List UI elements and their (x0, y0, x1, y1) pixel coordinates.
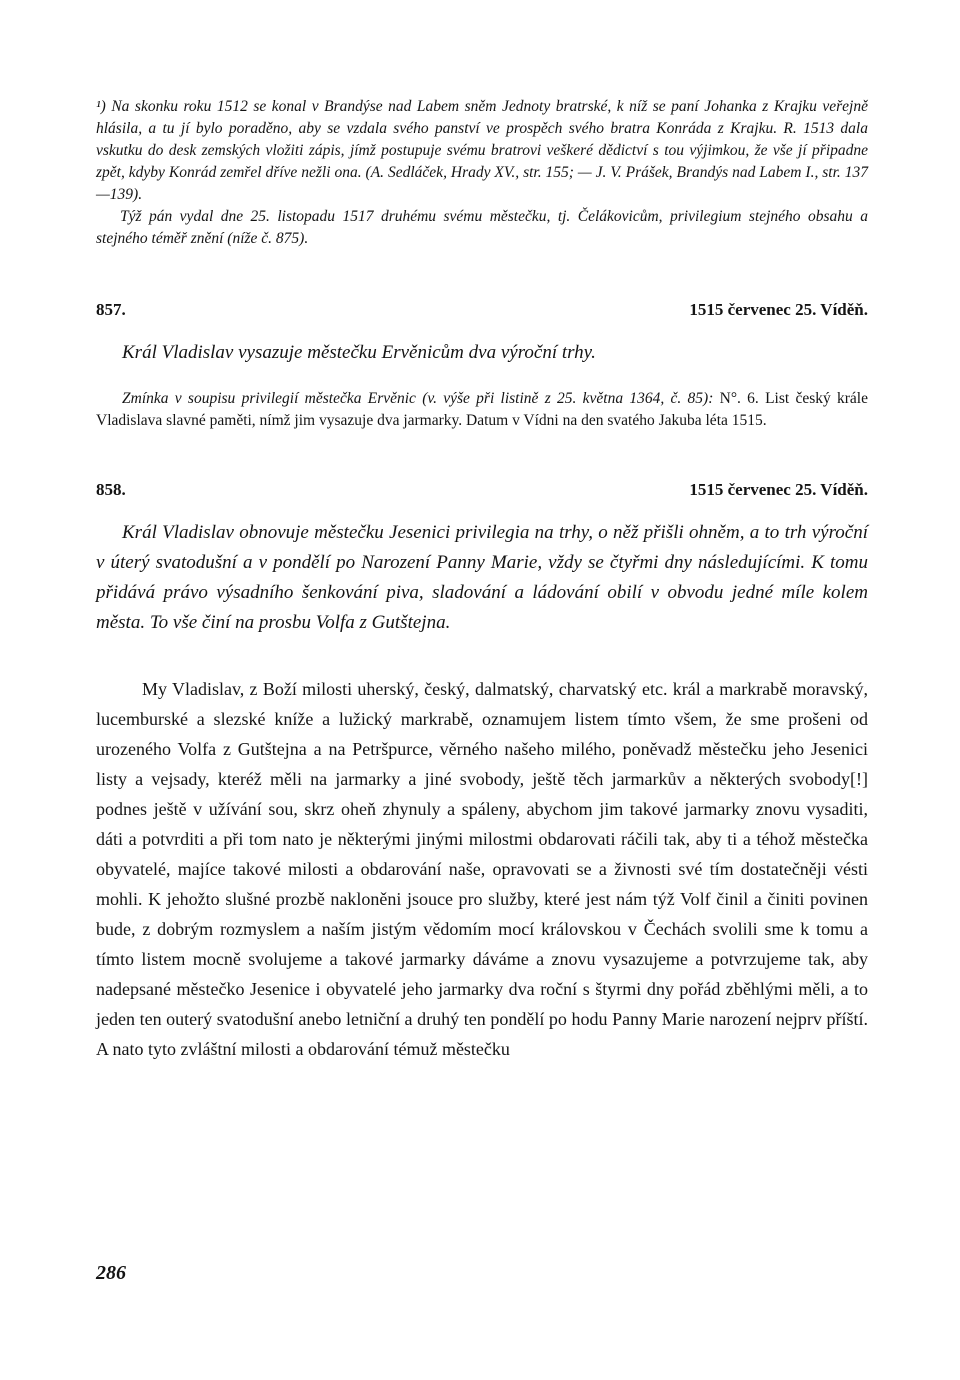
entry-date-place: 1515 červenec 25. Víděň. (689, 300, 868, 319)
footnote-paragraph: Týž pán vydal dne 25. listopadu 1517 druhému svému městečku, tj. Čelákovicům, privilegium stejného obsahu a stejného téměř znění (níže č. 875). (96, 208, 868, 247)
entry-date-place: 1515 červenec 25. Víděň. (689, 480, 868, 499)
page-content (96, 96, 868, 1064)
page-number: 286 (96, 1262, 126, 1284)
entry-number: 857. (96, 300, 126, 319)
entry-857-heading (96, 300, 868, 320)
footnote-paragraph: ¹) Na skonku roku 1512 se konal v Brandýse nad Labem sněm Jednoty bratrské, k níž se paní Johanka z Krajku veřejně hlásila, a tu jí bylo poraděno, aby se vzdala svého panství ve prospěch svého bratra Konráda z Krajku. R. 1513 dala vskutku do desk zemských vložiti zápis, jímž postupuje svému bratrovi veškeré dědictví s tou výjimkou, že vše jí připadne zpět, kdyby Konrád zemřel dříve nežli ona. (A. Sedláček, Hrady XV., str. 155; — J. V. Prášek, Brandýs nad Labem I., str. 137—139). (96, 98, 868, 203)
entry-858-regest: Král Vladislav obnovuje městečku Jesenici privilegia na trhy, o něž přišli ohněm, a to trh výroční v úterý svatodušní a v pondělí po Narození Panny Marie, vždy se čtyřmi dny následujícími. K tomu přidává právo výsadního šenkování piva, sladování a ládování obilí v obvodu jedné míle kolem města. To vše činí na prosbu Volfa z Gutštejna. (96, 522, 868, 633)
entry-857-note (96, 388, 868, 432)
entry-number: 858. (96, 480, 126, 499)
entry-857-regest: Král Vladislav vysazuje městečku Ervěnicům dva výroční trhy. (122, 342, 596, 363)
footnote (96, 96, 868, 250)
note-italic-part: Zmínka v soupisu privilegií městečka Ervěnic (v. výše při listině z 25. května 1364, č. 85): (122, 390, 714, 407)
entry-858-charter-text: My Vladislav, z Boží milosti uherský, český, dalmatský, charvatský etc. král a markrabě moravský, lucemburské a slezské kníže a lužický markrabě, oznamujem listem tímto všem, že sme prošeni od urozeného Volfa z Gutštejna a na Petršpurce, věrného našeho milého, poněvadž městečku jeho Jesenici listy a vejsady, kteréž měli na jarmarky a jiné svobody, ještě těch jarmarkův a některých svobody[!] podnes ještě v užívání sou, skrz oheň zhynuly a spáleny, abychom jim takové jarmarky znovu vysaditi, dáti a potvrditi a při tom nato je některými jinými milostmi obdarovati ráčili tak, aby ti a téhož městečka obyvatelé, majíce takové milosti a obdarování naše, opravovati se a živnosti své tím dostatečněji vésti mohli. K jehožto slušné prozbě nakloněni jsouce pro služby, které jest nám týž Volf činil a činiti povinen bude, z dobrým rozmyslem a naším jistým vědomím mocí královskou v Čechách svolili sme k tomu a tímto listem mocně svolujeme a takové jarmarky dáváme a znovu vysazujeme a potvrzujeme tak, aby nadepsané městečko Jesenice i obyvatelé jeho jarmarky dva roční s štyrmi dny pořád zběhlými měli, a to jeden ten outerý svatodušní anebo letniční a druhý ten pondělí po hodu Panny Marie narození nejprv příští. A nato tyto zvláštní milosti a obdarování témuž městečku (96, 679, 868, 1059)
entry-858-heading (96, 480, 868, 500)
note-plain-part: N°. 6. List český krále Vladislava slavné paměti, nímž jim vysazuje dva jarmarky. Datum v Vídni na den svatého Jakuba léta 1515. (96, 390, 868, 429)
